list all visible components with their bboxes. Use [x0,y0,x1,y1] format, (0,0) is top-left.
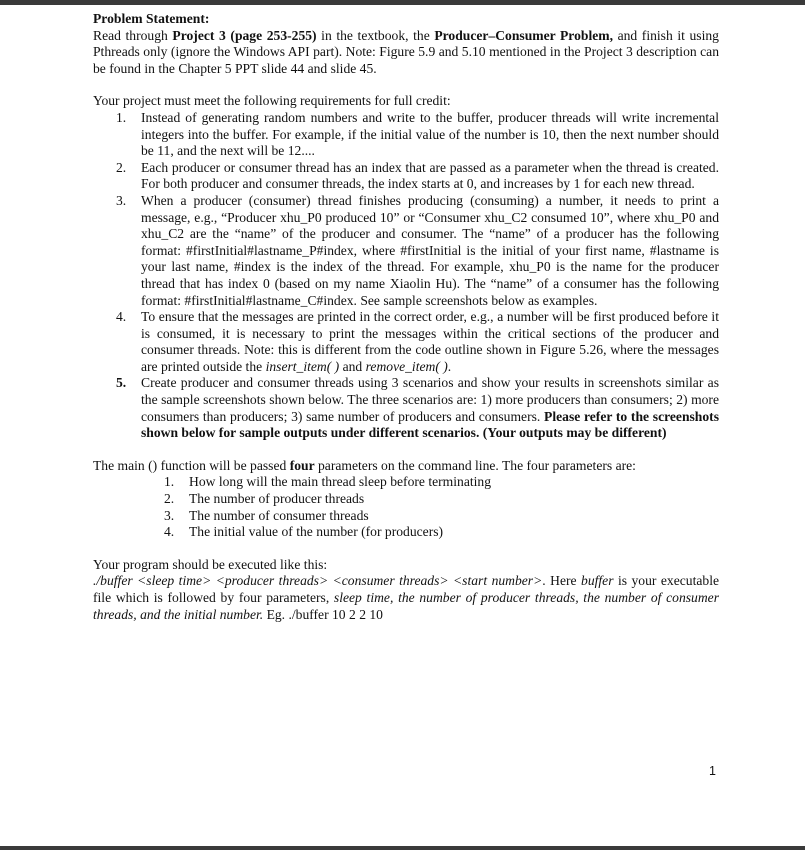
requirements-list [93,110,719,442]
list-item: 3. The number of consumer threads [164,507,369,523]
list-item: 1. Instead of generating random numbers and write to the buffer, producer threads will write incremental integers into the buffer. For example, if the initial value of the number is 10, then the next number should be 11, and the next will be 12.... [116,109,719,159]
page-number: 1 [709,764,716,778]
top-border [0,0,805,5]
bottom-border [0,846,805,850]
problem-heading: Problem Statement: [93,11,210,26]
list-item: 5. Create producer and consumer threads using 3 scenarios and show your results in screenshots similar as the sample screenshots shown below. The three scenarios are: 1) more producers than consumers; 2) more consumers than producers; 3) same number of producers and consumers. Please refer to the screenshots shown below for sample outputs under different scenarios. (Your outputs may be different) [116,375,719,441]
list-item: 4. To ensure that the messages are printed in the correct order, e.g., a number will be first produced before it is consumed, it is necessary to print the messages within the critical sections of the producer and consumer threads. Note: this is different from the code outline shown in Figure 5.26, where the messages are printed outside the insert_item( ) and remove_item( ). [116,309,719,374]
list-item: 3. When a producer (consumer) thread finishes producing (consuming) a number, it needs to print a message, e.g., “Producer xhu_P0 produced 10” or “Consumer xhu_C2 consumed 10”, where xhu_P0 and xhu_C2 are the “name” of the producer and consumer. The “name” of a producer has the following format: #firstInitial#lastname_P#index, where #firstInitial is the initial of your first name, #lastname is your last name, #index is the index of the thread. For example, xhu_P0 is the name for the producer thread that has index 0 (based on my name Xiaolin Hu). The “name” of a consumer has the following format: #firstInitial#lastname_C#index. See sample screenshots below as examples. [116,192,719,308]
execution-paragraph: ./buffer <sleep time> <producer threads> <consumer threads> <start number>. Here buffer is your executable file which is followed by four parameters, sleep time, the number of producer threads, the number of consumer threads, and the initial number. Eg. ./buffer 10 2 2 10 [93,573,720,622]
list-item: 2. Each producer or consumer thread has an index that are passed as a parameter when the thread is created. For both producer and consumer threads, the index starts at 0, and increases by 1 for each new thread. [116,159,719,192]
list-item: 1. How long will the main thread sleep before terminating [164,474,491,490]
parameters-list [93,474,719,540]
requirements-lead: Your project must meet the following requirements for full credit: [93,93,451,109]
execution-lead: Your program should be executed like this: [93,556,328,572]
intro-paragraph: Read through Project 3 (page 253-255) in the textbook, the Producer–Consumer Problem, and finish it using Pthreads only (ignore the Windows API part). Note: Figure 5.9 and 5.10 mentioned in the Project 3 description can be found in the Chapter 5 PPT slide 44 and slide 45. [93,27,719,76]
list-item: 2. The number of producer threads [164,491,365,507]
main-params-lead: The main () function will be passed four parameters on the command line. The four parameters are: [93,457,636,473]
document-page [93,11,719,623]
list-item: 4. The initial value of the number (for producers) [164,524,444,540]
